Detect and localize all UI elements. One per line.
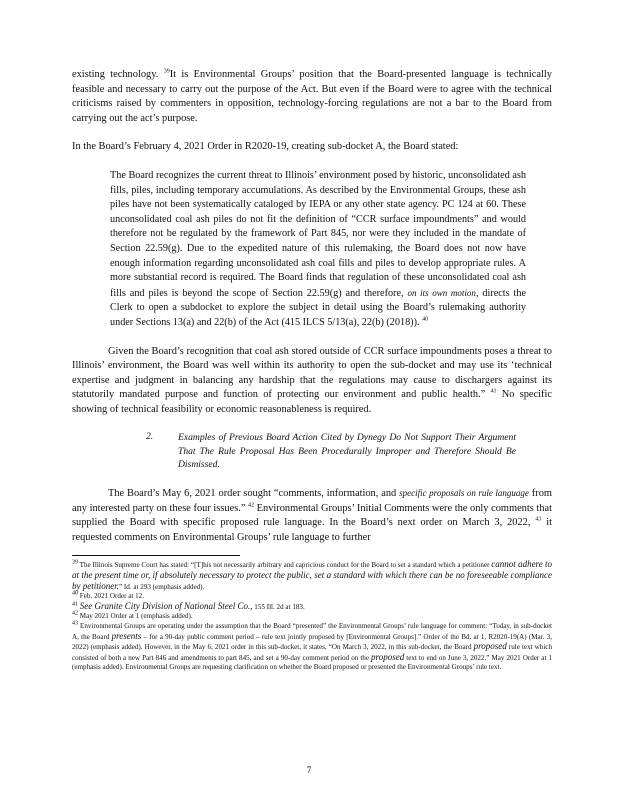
footnote-text: ” Id. at 293 (emphasis added). (119, 582, 205, 591)
footnote-text: rule text which consisted of both a new Part 846 and amendments to part 845, and set a 90-day comment period on the (72, 643, 552, 662)
paragraph-text: from any interested party on these four issues.” (72, 487, 553, 514)
footnote-ref-40[interactable]: 40 (422, 316, 429, 323)
paragraph-text: existing technology. (72, 69, 164, 80)
footnote-italic-text: proposed (371, 651, 405, 662)
paragraph-board-order-intro: In the Board’s February 4, 2021 Order in R2020-19, creating sub-docket A, the Board stated: (72, 141, 459, 153)
paragraph-text: No specific showing of technical feasibility or economic reasonableness is required. (72, 389, 552, 415)
footnote-42 (72, 612, 552, 622)
quote-text: The Board recognizes the current threat to Illinois’ environment posed by historic, unconsolidated ash fills, piles, including temporary accumulations. As described by the Environmental Groups, these ash piles have not been systematically cataloged by IEPA or any other state agency. PC 124 at 60. These unconsolidated coal ash piles do not fit the definition of “CCR surface impoundments” and would therefore not be regulated by the framework of Part 845, nor were they included in the mandate of Section 22.59(g). Due to the expedited nature of this rulemaking, the Board does not now have enough information regarding unconsolidated ash coal fills and piles to develop appropriate rules. A more substantial record is required. The Board finds that regulation of these unconsolidated coal ash fills and piles is beyond the scope of Section 22.59(g) and therefore, (110, 169, 526, 299)
footnote-italic-text: cannot adhere to at the present time or, if absolutely necessary to protect the public, set a standard with which there can be no foreseeable compliance by petitioner. (72, 559, 552, 591)
footnote-43 (72, 622, 552, 673)
document-page (72, 68, 552, 673)
footnote-text: Feb. 2021 Order at 12. (79, 592, 145, 601)
footnote-number: 41 (72, 601, 78, 608)
page-number: 7 (306, 766, 312, 776)
footnote-number: 42 (72, 610, 78, 617)
section-heading-number: 2. (146, 431, 154, 443)
paragraph-text: It is Environmental Groups’ position that the Board-presented language is technically feasible and necessary to carry out the purpose of the Act. But even if the Board were to agree with the technical criticisms raised by commenters in opposition, technology-forcing regulations are not a bar to the Board from carrying out the act’s purpose. (72, 69, 552, 124)
paragraph-text: Environmental Groups’ Initial Comments were the only comments that supplied the Board with specific proposed rule language. In the Board’s next order on March 3, 2022, (72, 502, 552, 529)
footnote-41 (72, 602, 552, 613)
paragraph-text: it requested comments on Environmental Groups’ rule language to further (72, 517, 552, 543)
footnote-ref-39[interactable]: 39 (163, 68, 170, 75)
section-heading (146, 431, 516, 472)
footnote-italic-text: See Granite City Division of National Steel Co., (79, 600, 253, 611)
paragraph-may-order (72, 486, 552, 545)
block-quote-text (110, 169, 526, 331)
footnote-number: 43 (72, 620, 78, 627)
footnote-number: 39 (72, 559, 78, 566)
footnotes (72, 560, 552, 673)
footnote-text: Environmental Groups are operating under the assumption that the Board “presented” the Environmental Groups’ rule language for comment: “Today, in sub-docket A, the Board (72, 621, 552, 641)
footnote-text: – for a 90-day public comment period – rule text jointly proposed by [Environmental Groups].” Order of the Bd. at 1, R2020-19(A) (Mar. 3, 2022) (emphasis added). However, in the May 6, 2021 order in this sub-docket, it states, “On March 3, 2022, in this sub-docket, the Board (72, 632, 552, 652)
paragraph-text: Given the Board’s recognition that coal ash stored outside of CCR surface impoundments poses a threat to Illinois’ environment, the Board was well within its authority to open the sub-docket and may use its ‘technical expertise and judgment in balancing any hardship that the regulations may cause to dischargers against its statutorily mandated purpose and function of protecting our environment and public health.” (72, 345, 552, 401)
paragraph-italic-text: specific proposals on rule language (399, 487, 529, 498)
footnote-text: May 2021 Order at 1 (emphasis added). (79, 612, 193, 621)
block-quote (110, 169, 526, 331)
footnote-italic-text: presents (111, 630, 142, 641)
footnote-ref-41[interactable]: 41 (490, 388, 497, 395)
footnote-ref-43[interactable]: 43 (535, 516, 542, 523)
paragraph-board-recognition (72, 345, 552, 418)
paragraph-text: The Board’s May 6, 2021 order sought “comments, information, and (108, 487, 400, 499)
footnote-text: text to end on June 3, 2022.” May 2021 Order at 1 (emphasis added). Environmental Groups are requesting clarification on whether the Board proposed or presented the Environmental Groups’ rule text. (72, 653, 553, 672)
footnote-text: 155 Ill. 2d at 183. (252, 602, 305, 611)
quote-text: , directs the Clerk to open a subdocket to explore the subject in detail using the Board’s rulemaking authority under Sections 13(a) and 22(b) of the Act (415 ILCS 5/13(a), 22(b) (2018)). (110, 287, 526, 328)
footnote-ref-42[interactable]: 42 (248, 502, 255, 509)
section-heading-text: Examples of Previous Board Action Cited by Dynegy Do Not Support Their Argument That The Rule Proposal Has Been Procedurally Improper and Therefore Should Be Dismissed. (178, 432, 516, 471)
paragraph-existing-technology (72, 68, 552, 126)
footnote-italic-text: proposed (473, 641, 507, 652)
footnote-number: 40 (72, 590, 78, 597)
footnote-39 (72, 560, 552, 592)
footnote-divider (72, 555, 240, 556)
footnote-text: The Illinois Supreme Court has stated: “[T]his not necessarily arbitrary and capricious conduct for the Board to set a standard which a petitioner (79, 561, 492, 570)
quote-italic-text: on its own motion (407, 287, 476, 298)
